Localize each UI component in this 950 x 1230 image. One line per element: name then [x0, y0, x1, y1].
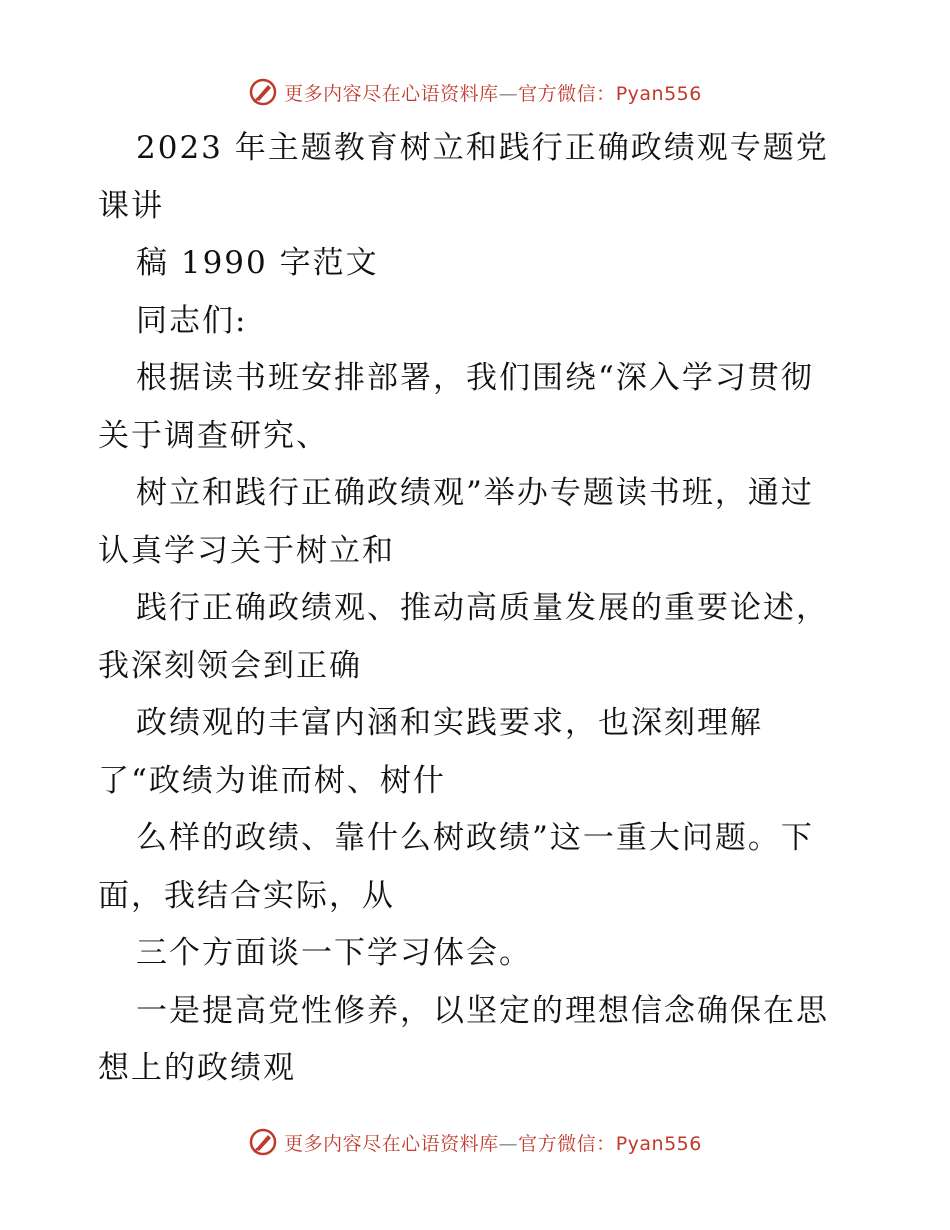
- footer-watermark: [0, 1122, 950, 1162]
- text-line: 关于调查研究、: [98, 417, 329, 454]
- text-line: 我深刻领会到正确: [98, 647, 362, 684]
- text-line: 一是提高党性修养，以坚定的理想信念确保在思: [136, 992, 829, 1029]
- text-line: 政绩观的丰富内涵和实践要求，也深刻理解: [136, 705, 763, 741]
- text-line: 认真学习关于树立和: [98, 532, 395, 569]
- document-body: [98, 120, 858, 1098]
- text-line: 根据读书班安排部署，我们围绕“深入学习贯彻: [136, 360, 814, 396]
- text-line: 2023 年主题教育树立和践行正确政绩观专题党: [136, 130, 829, 166]
- quill-logo-icon: [248, 77, 278, 107]
- text-line: 稿 1990 字范文: [136, 245, 379, 281]
- text-line: 树立和践行正确政绩观”举办专题读书班，通过: [136, 475, 814, 511]
- footer-watermark-text: 更多内容尽在心语资料库—官方微信：Pyan556: [284, 1132, 702, 1155]
- text-line: 么样的政绩、靠什么树政绩”这一重大问题。下: [136, 820, 814, 856]
- text-line: 了“政绩为谁而树、树什: [98, 762, 446, 799]
- text-line: 三个方面谈一下学习体会。: [136, 935, 532, 971]
- header-watermark: [0, 72, 950, 112]
- text-line: 面，我结合实际，从: [98, 877, 395, 914]
- text-line: 课讲: [98, 187, 164, 224]
- text-line: 践行正确政绩观、推动高质量发展的重要论述，: [136, 590, 829, 626]
- header-watermark-text: 更多内容尽在心语资料库—官方微信：Pyan556: [284, 82, 702, 105]
- text-line: 想上的政绩观: [98, 1050, 296, 1086]
- quill-logo-icon: [248, 1127, 278, 1157]
- text-line: 同志们:: [136, 302, 248, 339]
